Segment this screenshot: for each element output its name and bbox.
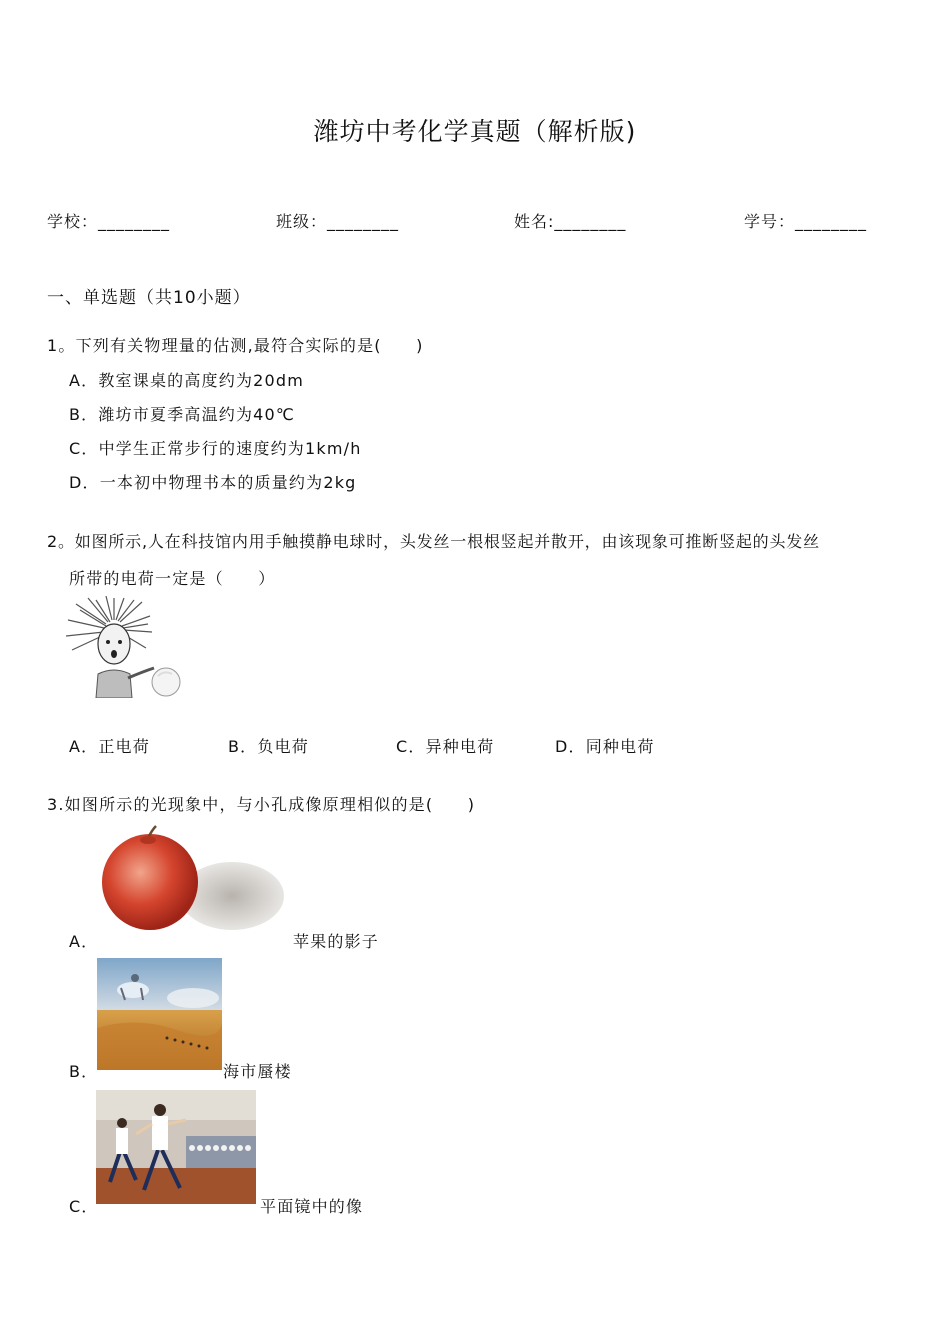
question-2-option-a: A．正电荷 (69, 737, 150, 756)
question-2-stem-line-2: 所带的电荷一定是（ ） (69, 569, 276, 588)
student-number-field: 学号：________ (744, 212, 868, 231)
page-title: 潍坊中考化学真题（解析版) (313, 117, 637, 146)
question-3-option-a-letter: A． (69, 932, 99, 951)
question-3-option-c-caption: 平面镜中的像 (260, 1197, 364, 1216)
question-3-option-b-caption: 海市蜃楼 (223, 1062, 292, 1081)
question-3-option-a-caption: 苹果的影子 (293, 932, 380, 951)
question-1-option-b: B．潍坊市夏季高温约为40℃ (69, 405, 296, 424)
question-3-option-c-letter: C． (69, 1197, 99, 1216)
apple-shadow-photo (100, 824, 286, 936)
question-2-option-b: B．负电荷 (228, 737, 309, 756)
question-1-option-d: D．一本初中物理书本的质量约为2kg (69, 473, 357, 492)
section-heading: 一、单选题（共10小题） (47, 288, 251, 308)
static-electricity-illustration (66, 596, 184, 698)
question-1-option-c: C．中学生正常步行的速度约为1km/h (69, 439, 362, 458)
question-2-option-c: C．异种电荷 (396, 737, 495, 756)
question-2-option-d: D．同种电荷 (555, 737, 655, 756)
plane-mirror-photo (96, 1090, 256, 1204)
mirage-photo (97, 958, 222, 1070)
question-1-stem: 1。下列有关物理量的估测,最符合实际的是( ) (47, 336, 424, 355)
name-field: 姓名:________ (514, 212, 627, 231)
question-3-option-b-letter: B． (69, 1062, 99, 1081)
question-2-stem-line-1: 2。如图所示,人在科技馆内用手触摸静电球时，头发丝一根根竖起并散开，由该现象可推断竖起的头发丝 (47, 532, 820, 551)
school-field: 学校：________ (47, 212, 171, 231)
question-1-option-a: A．教室课桌的高度约为20dm (69, 371, 305, 390)
question-3-stem: 3.如图所示的光现象中，与小孔成像原理相似的是( ) (47, 795, 476, 814)
class-field: 班级：________ (276, 212, 400, 231)
